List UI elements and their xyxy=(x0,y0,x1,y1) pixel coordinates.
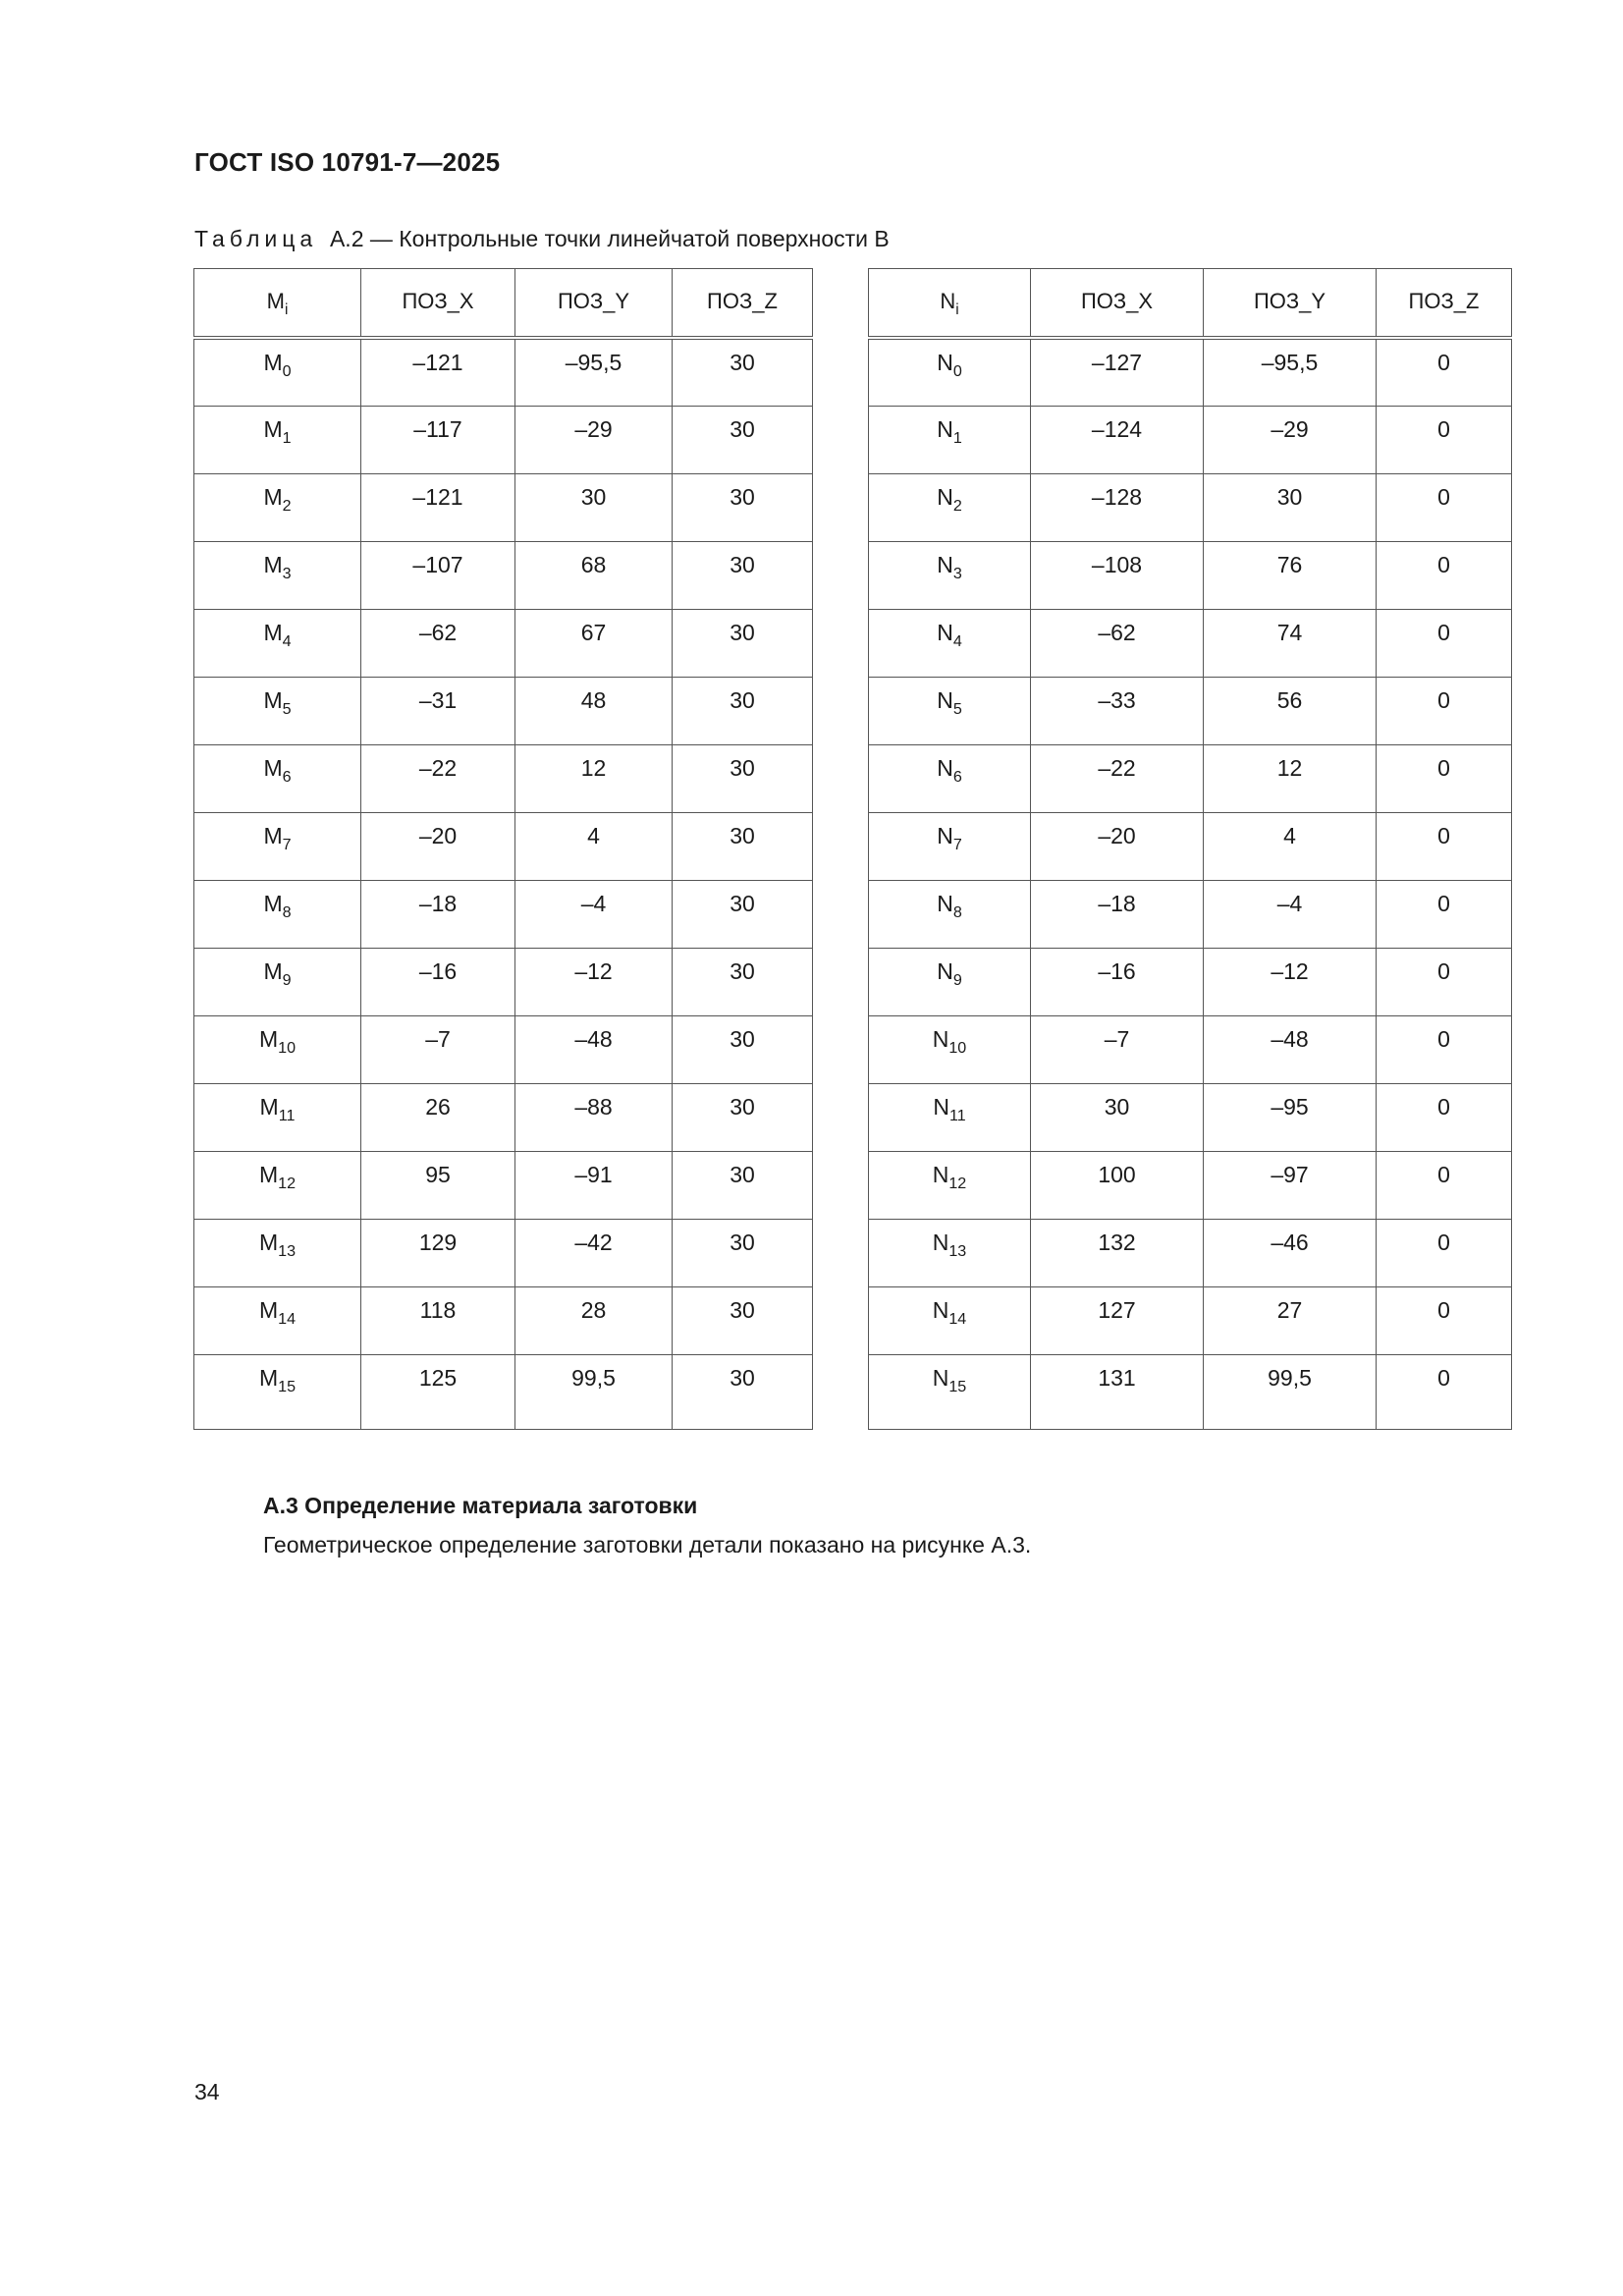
cell-pos-x: 132 xyxy=(1031,1219,1204,1286)
header-pos-x: ПОЗ_X xyxy=(361,269,515,339)
cell-point-name: $M_{14}$ xyxy=(194,1286,361,1354)
table-row xyxy=(869,609,1512,677)
cell-pos-x: –62 xyxy=(1031,609,1204,677)
cell-pos-x: 30 xyxy=(1031,1083,1204,1151)
table-row xyxy=(869,473,1512,541)
cell-pos-x: 131 xyxy=(1031,1354,1204,1429)
header-pos-y: ПОЗ_Y xyxy=(1204,269,1377,339)
cell-pos-y: 27 xyxy=(1204,1286,1377,1354)
cell-pos-x: –22 xyxy=(361,744,515,812)
cell-point-name: $N_7$ xyxy=(869,812,1031,880)
table-header-row xyxy=(194,269,813,339)
table-row xyxy=(194,744,813,812)
cell-pos-z: 0 xyxy=(1377,541,1512,609)
cell-pos-y: 99,5 xyxy=(515,1354,673,1429)
table-row xyxy=(194,338,813,406)
cell-pos-y: –97 xyxy=(1204,1151,1377,1219)
cell-point-name: $N_5$ xyxy=(869,677,1031,744)
cell-point-name: $N_{14}$ xyxy=(869,1286,1031,1354)
table-row xyxy=(869,880,1512,948)
cell-pos-z: 0 xyxy=(1377,880,1512,948)
section-paragraph: Геометрическое определение заготовки детали показано на рисунке А.3. xyxy=(263,1532,1032,1558)
cell-pos-x: –18 xyxy=(1031,880,1204,948)
table-row xyxy=(194,541,813,609)
cell-pos-z: 0 xyxy=(1377,1286,1512,1354)
cell-pos-z: 30 xyxy=(673,609,813,677)
cell-pos-y: –29 xyxy=(1204,406,1377,473)
cell-pos-y: 76 xyxy=(1204,541,1377,609)
header-point-name: $N_i$ xyxy=(869,269,1031,339)
header-pos-z: ПОЗ_Z xyxy=(1377,269,1512,339)
cell-pos-z: 30 xyxy=(673,744,813,812)
table-row xyxy=(869,338,1512,406)
cell-point-name: $M_5$ xyxy=(194,677,361,744)
cell-pos-y: 4 xyxy=(1204,812,1377,880)
cell-point-name: $N_{12}$ xyxy=(869,1151,1031,1219)
cell-pos-z: 0 xyxy=(1377,677,1512,744)
cell-pos-x: –108 xyxy=(1031,541,1204,609)
table-row xyxy=(869,1286,1512,1354)
cell-point-name: $N_{13}$ xyxy=(869,1219,1031,1286)
cell-pos-y: –4 xyxy=(515,880,673,948)
cell-pos-y: –91 xyxy=(515,1151,673,1219)
cell-pos-x: 129 xyxy=(361,1219,515,1286)
cell-point-name: $M_3$ xyxy=(194,541,361,609)
cell-pos-x: –16 xyxy=(1031,948,1204,1015)
cell-pos-x: –107 xyxy=(361,541,515,609)
cell-point-name: $M_8$ xyxy=(194,880,361,948)
cell-pos-y: –48 xyxy=(515,1015,673,1083)
table-row xyxy=(194,1151,813,1219)
cell-pos-z: 0 xyxy=(1377,609,1512,677)
header-pos-x: ПОЗ_X xyxy=(1031,269,1204,339)
cell-pos-z: 30 xyxy=(673,541,813,609)
cell-pos-y: –88 xyxy=(515,1083,673,1151)
cell-pos-x: 127 xyxy=(1031,1286,1204,1354)
table-row xyxy=(194,880,813,948)
cell-pos-z: 30 xyxy=(673,1015,813,1083)
cell-pos-x: –128 xyxy=(1031,473,1204,541)
table-row xyxy=(194,609,813,677)
header-point-name: $M_i$ xyxy=(194,269,361,339)
cell-pos-y: 48 xyxy=(515,677,673,744)
table-n-points xyxy=(868,268,1512,1430)
cell-pos-z: 30 xyxy=(673,406,813,473)
cell-point-name: $M_2$ xyxy=(194,473,361,541)
cell-pos-y: –12 xyxy=(515,948,673,1015)
cell-pos-y: –48 xyxy=(1204,1015,1377,1083)
cell-pos-x: –121 xyxy=(361,338,515,406)
cell-pos-z: 30 xyxy=(673,1354,813,1429)
cell-pos-x: –117 xyxy=(361,406,515,473)
table-row xyxy=(194,1354,813,1429)
cell-pos-y: 30 xyxy=(1204,473,1377,541)
cell-point-name: $N_4$ xyxy=(869,609,1031,677)
cell-pos-x: –127 xyxy=(1031,338,1204,406)
cell-point-name: $N_2$ xyxy=(869,473,1031,541)
cell-pos-y: 99,5 xyxy=(1204,1354,1377,1429)
table-row xyxy=(194,948,813,1015)
cell-pos-y: 12 xyxy=(1204,744,1377,812)
cell-pos-y: 30 xyxy=(515,473,673,541)
cell-pos-z: 30 xyxy=(673,812,813,880)
cell-point-name: $M_{13}$ xyxy=(194,1219,361,1286)
cell-pos-z: 30 xyxy=(673,948,813,1015)
cell-point-name: $M_7$ xyxy=(194,812,361,880)
cell-point-name: $M_6$ xyxy=(194,744,361,812)
cell-pos-x: –124 xyxy=(1031,406,1204,473)
table-row xyxy=(869,1015,1512,1083)
cell-pos-z: 30 xyxy=(673,1219,813,1286)
cell-pos-z: 0 xyxy=(1377,406,1512,473)
cell-pos-x: –20 xyxy=(361,812,515,880)
cell-point-name: $M_{15}$ xyxy=(194,1354,361,1429)
cell-pos-z: 30 xyxy=(673,1083,813,1151)
table-row xyxy=(869,744,1512,812)
cell-point-name: $M_{10}$ xyxy=(194,1015,361,1083)
cell-point-name: $M_{12}$ xyxy=(194,1151,361,1219)
cell-pos-z: 30 xyxy=(673,677,813,744)
cell-pos-x: –20 xyxy=(1031,812,1204,880)
cell-pos-y: 67 xyxy=(515,609,673,677)
page-number: 34 xyxy=(194,2079,220,2105)
cell-point-name: $M_{11}$ xyxy=(194,1083,361,1151)
table-row xyxy=(869,406,1512,473)
cell-pos-y: –46 xyxy=(1204,1219,1377,1286)
cell-pos-x: 125 xyxy=(361,1354,515,1429)
cell-pos-z: 30 xyxy=(673,1286,813,1354)
cell-pos-x: –18 xyxy=(361,880,515,948)
cell-pos-y: 12 xyxy=(515,744,673,812)
cell-pos-x: –16 xyxy=(361,948,515,1015)
cell-pos-z: 0 xyxy=(1377,1354,1512,1429)
cell-pos-z: 0 xyxy=(1377,744,1512,812)
cell-pos-y: 28 xyxy=(515,1286,673,1354)
table-row xyxy=(194,1083,813,1151)
table-caption-word: Таблица xyxy=(194,226,318,251)
cell-pos-y: –12 xyxy=(1204,948,1377,1015)
table-row xyxy=(869,1083,1512,1151)
cell-pos-z: 0 xyxy=(1377,812,1512,880)
cell-point-name: $N_6$ xyxy=(869,744,1031,812)
cell-point-name: $N_3$ xyxy=(869,541,1031,609)
cell-point-name: $N_9$ xyxy=(869,948,1031,1015)
cell-pos-x: 100 xyxy=(1031,1151,1204,1219)
cell-pos-x: –22 xyxy=(1031,744,1204,812)
cell-point-name: $N_0$ xyxy=(869,338,1031,406)
table-caption-text: А.2 — Контрольные точки линейчатой поверхности В xyxy=(329,226,890,251)
cell-point-name: $M_1$ xyxy=(194,406,361,473)
cell-pos-x: –33 xyxy=(1031,677,1204,744)
cell-pos-y: –95,5 xyxy=(1204,338,1377,406)
cell-pos-z: 0 xyxy=(1377,1219,1512,1286)
cell-point-name: $N_{15}$ xyxy=(869,1354,1031,1429)
table-row xyxy=(869,677,1512,744)
cell-point-name: $N_{10}$ xyxy=(869,1015,1031,1083)
cell-point-name: $N_1$ xyxy=(869,406,1031,473)
cell-pos-x: –7 xyxy=(1031,1015,1204,1083)
table-row xyxy=(869,541,1512,609)
cell-pos-y: –42 xyxy=(515,1219,673,1286)
cell-pos-y: –95,5 xyxy=(515,338,673,406)
cell-pos-z: 0 xyxy=(1377,1151,1512,1219)
cell-pos-x: –121 xyxy=(361,473,515,541)
cell-pos-x: 118 xyxy=(361,1286,515,1354)
cell-pos-z: 0 xyxy=(1377,948,1512,1015)
cell-point-name: $M_4$ xyxy=(194,609,361,677)
cell-pos-y: 68 xyxy=(515,541,673,609)
cell-pos-x: –31 xyxy=(361,677,515,744)
cell-pos-x: –7 xyxy=(361,1015,515,1083)
cell-pos-x: 26 xyxy=(361,1083,515,1151)
cell-pos-z: 30 xyxy=(673,338,813,406)
table-row xyxy=(869,1354,1512,1429)
cell-pos-z: 0 xyxy=(1377,338,1512,406)
cell-pos-z: 0 xyxy=(1377,1083,1512,1151)
table-row xyxy=(194,812,813,880)
cell-pos-y: 4 xyxy=(515,812,673,880)
table-row xyxy=(869,812,1512,880)
cell-pos-z: 30 xyxy=(673,880,813,948)
table-m-points xyxy=(193,268,813,1430)
section-heading: А.3 Определение материала заготовки xyxy=(263,1493,698,1518)
header-pos-z: ПОЗ_Z xyxy=(673,269,813,339)
cell-point-name: $N_{11}$ xyxy=(869,1083,1031,1151)
table-row xyxy=(194,1015,813,1083)
table-row xyxy=(194,1286,813,1354)
cell-point-name: $N_8$ xyxy=(869,880,1031,948)
cell-pos-y: –4 xyxy=(1204,880,1377,948)
cell-pos-y: –29 xyxy=(515,406,673,473)
cell-point-name: $M_0$ xyxy=(194,338,361,406)
cell-pos-x: 95 xyxy=(361,1151,515,1219)
table-row xyxy=(869,1151,1512,1219)
table-header-row xyxy=(869,269,1512,339)
table-caption xyxy=(194,226,890,252)
table-row xyxy=(194,677,813,744)
cell-pos-y: 74 xyxy=(1204,609,1377,677)
cell-pos-z: 30 xyxy=(673,1151,813,1219)
header-pos-y: ПОЗ_Y xyxy=(515,269,673,339)
table-row xyxy=(194,406,813,473)
cell-pos-z: 30 xyxy=(673,473,813,541)
cell-pos-y: –95 xyxy=(1204,1083,1377,1151)
table-row xyxy=(869,1219,1512,1286)
table-row xyxy=(194,1219,813,1286)
cell-pos-y: 56 xyxy=(1204,677,1377,744)
table-row xyxy=(194,473,813,541)
cell-pos-z: 0 xyxy=(1377,1015,1512,1083)
cell-pos-z: 0 xyxy=(1377,473,1512,541)
table-row xyxy=(869,948,1512,1015)
cell-point-name: $M_9$ xyxy=(194,948,361,1015)
cell-pos-x: –62 xyxy=(361,609,515,677)
document-title: ГОСТ ISO 10791-7—2025 xyxy=(194,147,501,177)
